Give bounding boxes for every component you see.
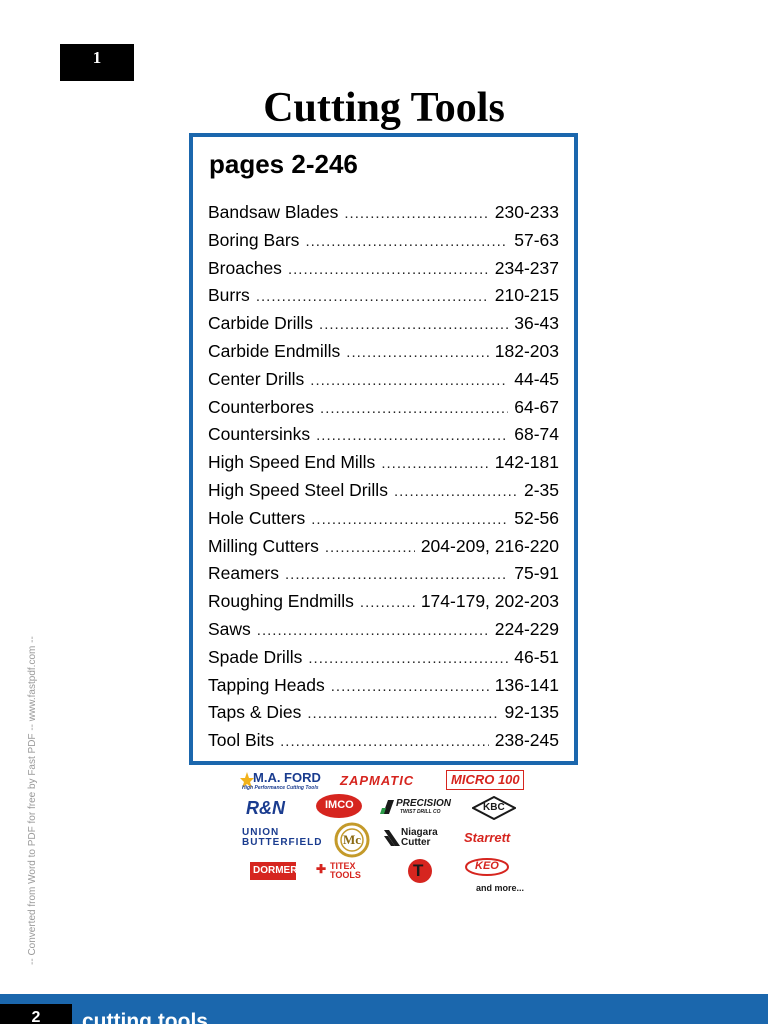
entry-pages: 174-179, 202-203 xyxy=(420,591,559,612)
entry-name: Counterbores xyxy=(208,396,315,417)
maford-tagline: High Performance Cutting Tools xyxy=(242,785,319,791)
and-more-label: and more... xyxy=(476,883,525,893)
micro100-logo xyxy=(446,770,524,790)
entry-pages: 136-141 xyxy=(494,674,559,695)
imco-label: IMCO xyxy=(325,799,354,811)
dot-leader xyxy=(310,372,508,389)
kbc-label: KBC xyxy=(483,802,505,813)
entry-name: Broaches xyxy=(208,257,282,278)
index-entry xyxy=(208,508,559,536)
entry-name: Milling Cutters xyxy=(208,535,319,556)
entry-pages: 57-63 xyxy=(514,229,559,250)
dot-leader xyxy=(256,288,489,305)
t-label: T xyxy=(413,861,424,880)
index-entry xyxy=(208,675,559,703)
index-entry xyxy=(208,341,559,369)
dot-leader xyxy=(381,455,488,472)
starrett-logo: Starrett xyxy=(464,830,511,845)
mc-label: Mc xyxy=(343,832,362,847)
zapmatic-logo: ZAPMATIC xyxy=(340,773,415,788)
union-butterfield-logo xyxy=(242,828,322,848)
dormer-label: DORMER xyxy=(253,865,298,876)
entry-pages: 52-56 xyxy=(514,507,559,528)
dot-leader xyxy=(346,344,488,361)
entry-pages: 36-43 xyxy=(514,313,559,334)
dot-leader xyxy=(316,427,508,444)
dot-leader xyxy=(394,483,518,500)
dot-leader xyxy=(308,650,508,667)
dot-leader xyxy=(307,705,498,722)
index-entry xyxy=(208,258,559,286)
dormer-logo xyxy=(250,862,296,880)
index-entry xyxy=(208,230,559,258)
section-tab xyxy=(60,44,137,81)
keo-label: KEO xyxy=(475,860,499,872)
index-entry xyxy=(208,563,559,591)
entry-name: Carbide Drills xyxy=(208,313,314,334)
index-entry xyxy=(208,424,559,452)
entry-pages: 204-209, 216-220 xyxy=(420,535,559,556)
index-entry xyxy=(208,202,559,230)
imco-logo xyxy=(316,794,362,818)
niagara-line: Niagara xyxy=(401,827,438,838)
entry-name: Boring Bars xyxy=(208,229,300,250)
micro100-label: MICRO 100 xyxy=(451,772,520,787)
footer-band xyxy=(0,994,768,1033)
entry-pages: 2-35 xyxy=(523,479,559,500)
dot-leader xyxy=(305,233,508,250)
rn-logo: R&N xyxy=(246,798,285,818)
section-number: 1 xyxy=(92,48,102,67)
entry-name: Bandsaw Blades xyxy=(208,202,339,222)
entry-name: Countersinks xyxy=(208,424,311,445)
t-logo xyxy=(406,858,434,884)
entry-pages: 44-45 xyxy=(514,368,559,389)
entry-name: Burrs xyxy=(208,285,250,306)
index-entry xyxy=(208,285,559,313)
entry-name: High Speed End Mills xyxy=(208,452,376,473)
entry-pages: 210-215 xyxy=(494,285,559,306)
entry-name: Saws xyxy=(208,618,251,639)
union-line: UNION xyxy=(242,827,280,838)
index-entry xyxy=(208,702,559,730)
entry-name: Reamers xyxy=(208,563,279,584)
titex-cross-icon: ✚ xyxy=(316,862,327,876)
index-entry xyxy=(208,313,559,341)
dot-leader xyxy=(288,261,489,278)
dot-leader xyxy=(285,566,508,583)
precision-sub: TWIST DRILL CO xyxy=(400,809,441,815)
maford-name: M.A. FORD xyxy=(253,770,321,785)
index-entry xyxy=(208,591,559,619)
entry-name: Roughing Endmills xyxy=(208,591,354,612)
entry-pages: 238-245 xyxy=(494,730,559,751)
index-list xyxy=(208,202,559,758)
entry-pages: 182-203 xyxy=(494,340,559,361)
index-entry xyxy=(208,452,559,480)
brand-logos xyxy=(230,766,530,901)
butterfield-line: BUTTERFIELD xyxy=(242,837,323,848)
index-heading: pages 2-246 xyxy=(209,149,358,179)
footer-section-label: cutting tools xyxy=(82,1010,208,1033)
entry-name: High Speed Steel Drills xyxy=(208,479,388,500)
index-entry xyxy=(208,536,559,564)
index-entry xyxy=(208,369,559,397)
index-box xyxy=(189,133,578,765)
tab-divider xyxy=(134,44,136,77)
keo-logo xyxy=(464,858,510,876)
kbc-logo xyxy=(472,796,516,820)
titex-line: TITEX xyxy=(330,861,356,871)
entry-pages: 92-135 xyxy=(504,702,559,723)
dot-leader xyxy=(331,678,489,695)
niagara-stripes-icon xyxy=(384,830,400,846)
dot-leader xyxy=(320,400,508,417)
cutter-line: Cutter xyxy=(401,837,431,848)
index-entry xyxy=(208,480,559,508)
dot-leader xyxy=(325,539,415,556)
index-entry xyxy=(208,730,559,758)
entry-pages: 75-91 xyxy=(514,563,559,584)
index-entry xyxy=(208,619,559,647)
entry-pages: 224-229 xyxy=(494,618,559,639)
conversion-watermark: -- Converted from Word to PDF for free by Fast PDF -- www.fastpdf.com -- xyxy=(27,636,38,965)
dot-leader xyxy=(280,733,489,750)
entry-name: Tool Bits xyxy=(208,730,275,751)
entry-name: Center Drills xyxy=(208,368,305,389)
mc-logo xyxy=(334,822,370,858)
dot-leader xyxy=(257,622,489,639)
entry-name: Carbide Endmills xyxy=(208,340,341,361)
footer-page-number: 2 xyxy=(0,1004,72,1024)
entry-pages: 230-233 xyxy=(494,202,559,222)
entry-pages: 142-181 xyxy=(494,452,559,473)
precision-mark-icon xyxy=(380,800,394,814)
entry-pages: 234-237 xyxy=(494,257,559,278)
entry-name: Hole Cutters xyxy=(208,507,306,528)
dot-leader xyxy=(311,511,508,528)
page-title: Cutting Tools xyxy=(263,85,505,131)
entry-pages: 64-67 xyxy=(514,396,559,417)
entry-name: Spade Drills xyxy=(208,646,303,667)
entry-pages: 46-51 xyxy=(514,646,559,667)
index-entry xyxy=(208,647,559,675)
tools-line: TOOLS xyxy=(330,870,361,880)
entry-pages: 68-74 xyxy=(514,424,559,445)
entry-name: Tapping Heads xyxy=(208,674,325,695)
entry-name: Taps & Dies xyxy=(208,702,302,723)
dot-leader xyxy=(360,594,415,611)
index-entry xyxy=(208,397,559,425)
dot-leader xyxy=(319,316,508,333)
dot-leader xyxy=(344,205,488,222)
precision-name: PRECISION xyxy=(396,798,452,809)
